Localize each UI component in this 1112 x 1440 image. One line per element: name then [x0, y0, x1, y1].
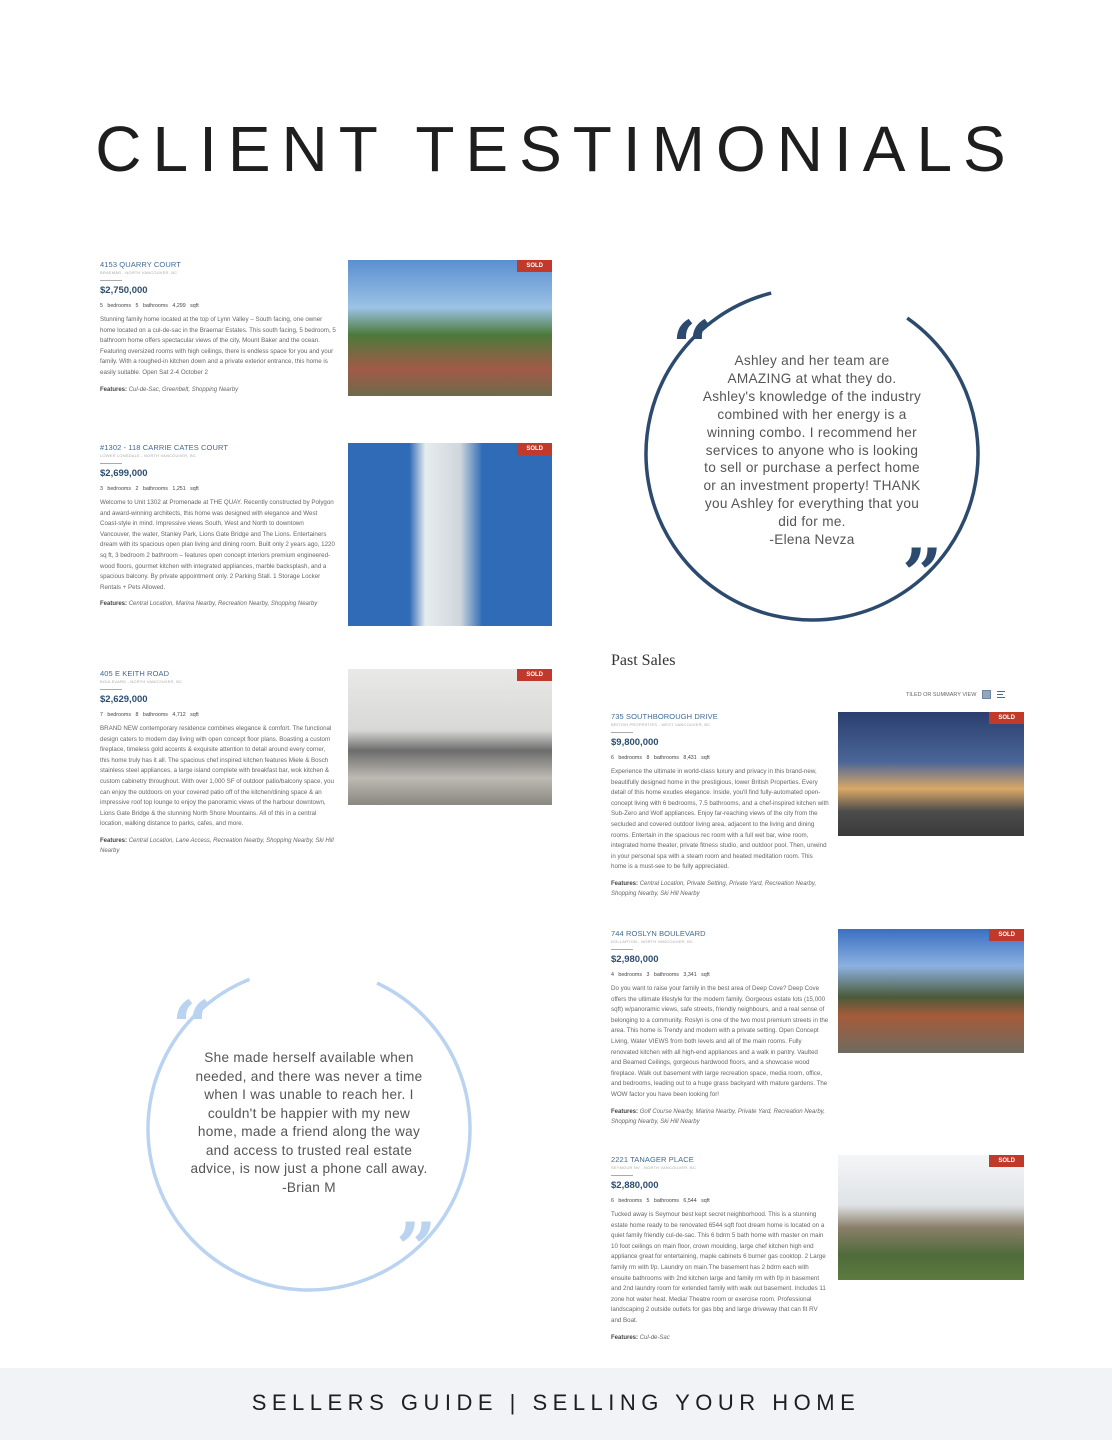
listing-features — [611, 1107, 829, 1127]
listing-photo[interactable] — [838, 712, 1024, 836]
divider — [611, 1175, 633, 1176]
listing-bedrooms: 4 bedrooms — [611, 972, 642, 978]
listing-stats — [100, 486, 336, 492]
sold-badge: SOLD — [989, 1155, 1024, 1167]
listing-area: BRITISH PROPERTIES - WEST VANCOUVER, BC — [611, 722, 711, 727]
features-list: Golf Course Nearby, Marina Nearby, Private Yard, Recreation Nearby, Shopping Nearby, Ski Hill Nearby — [611, 1108, 825, 1125]
sold-badge: SOLD — [989, 929, 1024, 941]
listing-photo[interactable] — [838, 1155, 1024, 1280]
listing-bathrooms: 5 bathrooms — [646, 1198, 679, 1204]
footer-text: SELLERS GUIDE | SELLING YOUR HOME — [251, 1390, 861, 1415]
listing-details — [100, 669, 336, 856]
listing-features — [100, 836, 336, 856]
summary-view-icon[interactable] — [997, 691, 1005, 698]
sold-badge: SOLD — [517, 669, 552, 681]
features-label: Features: — [611, 1334, 639, 1341]
listing-description: Experience the ultimate in world-class luxury and privacy in this brand-new, beautifully designed home in the prestigious, lower British Properties. Every detail of this home exudes elegance. Inside, you'll find fully-automated open-concept living with 6 bedrooms, 7.5 bathrooms, and a chef-inspired kitchen with Sub-Zero and Wolf appliances. Enjoy far-reaching views of the city from the secluded and covered outdoor living area, adjacent to the living and dining rooms. Entertain in the spacious rec room with a full wet bar, wine room, integrated home theater, private fitness studio, and outdoor pool. Then, unwind in your personal spa with a steam room and heated meditation room. This home is a must-see to be fully appreciated. — [611, 768, 829, 871]
listing-address[interactable]: 735 SOUTHBOROUGH DRIVE — [611, 712, 718, 721]
listing-bedrooms: 6 bedrooms — [611, 1198, 642, 1204]
listing-bedrooms: 7 bedrooms — [100, 712, 131, 718]
open-quote-icon: “ — [172, 985, 213, 1068]
listing-features — [100, 599, 336, 609]
listing-photo[interactable] — [348, 260, 552, 396]
listing-address[interactable]: 405 E KEITH ROAD — [100, 669, 170, 678]
listing-price: $2,880,000 — [611, 1180, 659, 1191]
listing-bathrooms: 5 bathrooms — [135, 303, 168, 309]
listing-address[interactable]: 744 ROSLYN BOULEVARD — [611, 929, 706, 938]
features-label: Features: — [100, 837, 128, 844]
sold-badge: SOLD — [989, 712, 1024, 724]
sold-badge: SOLD — [517, 260, 552, 272]
listing-description: Welcome to Unit 1302 at Promenade at THE QUAY. Recently constructed by Polygon and award-winning architects, this home was designed with elegance and West Coast-style in mind. Impressive views South, West and North to downtown Vancouver, the water, Stanley Park, Lions Gate Bridge and The Lions. Entertainers dream with its spacious open plan living and dining room. Built only 2 years ago, 1220 sq ft, 3 bedroom 2 bathroom – features open concept interiors premium engineered-wood floors, gourmet kitchen with integrated appliances, marble backsplash, and a spacious balcony. By private appointment only. 2 Parking Stall. 1 Storage Locker Rentals + Pets Allowed. — [100, 499, 335, 591]
features-label: Features: — [611, 880, 639, 887]
listing-sqft: 8,431 sqft — [683, 755, 710, 761]
divider — [100, 463, 122, 464]
listing-description: Stunning family home located at the top of Lynn Valley – South facing, one owner home located on a cul-de-sac in the Braemar Estates. This south facing, 5 bedroom, 5 bathroom home offers spectacular views of the city, Mount Baker and the ocean. Featuring oversized rooms with high ceilings, there is endless space for you and your family. With a roughed-in kitchen down and a private exterior entrance, this home is easily suitable. Open Sat 2-4 October 2 — [100, 316, 336, 376]
listing-area: BRAEMAR - NORTH VANCOUVER, BC — [100, 270, 178, 275]
listing-stats — [100, 303, 336, 309]
listing-features — [611, 1333, 829, 1343]
listing-stats — [100, 712, 336, 718]
listing-photo[interactable] — [348, 443, 552, 626]
view-toggle — [906, 690, 1005, 699]
features-label: Features: — [100, 386, 128, 393]
listing-area: BOULEVARD - NORTH VANCOUVER, BC — [100, 679, 183, 684]
divider — [100, 280, 122, 281]
sold-badge: SOLD — [517, 443, 552, 455]
testimonial-quote — [190, 1049, 428, 1197]
divider — [100, 689, 122, 690]
testimonial-quote — [702, 352, 922, 549]
listing-details — [100, 443, 336, 609]
listing-price: $2,629,000 — [100, 694, 148, 705]
testimonial-text: Ashley and her team are AMAZING at what they do. Ashley's knowledge of the industry combined with her energy is a winning combo. I recommend her services to anyone who is looking to sell or purchase a perfect home or an investment property! THANK you Ashley for everything that you did for me. — [702, 353, 922, 530]
listing-address[interactable]: 2221 TANAGER PLACE — [611, 1155, 694, 1164]
listing-features — [100, 385, 336, 395]
listing-sqft: 4,299 sqft — [172, 303, 199, 309]
listing-sqft: 4,712 sqft — [172, 712, 199, 718]
listing-photo[interactable] — [348, 669, 552, 805]
listing-price: $2,699,000 — [100, 468, 148, 479]
listing-stats — [611, 1198, 829, 1204]
listing-bedrooms: 3 bedrooms — [100, 486, 131, 492]
testimonial-author: -Brian M — [282, 1179, 336, 1195]
listing-features — [611, 879, 829, 899]
page-title: CLIENT TESTIMONIALS — [95, 113, 1017, 185]
testimonial-text: She made herself available when needed, and there was never a time when I was unable to reach her. I couldn't be happier with my new home, made a friend along the way and access to trusted real estate advice, is now just a phone call away. — [190, 1050, 428, 1176]
divider — [611, 732, 633, 733]
listing-bathrooms: 3 bathrooms — [646, 972, 679, 978]
listing-bathrooms: 8 bathrooms — [646, 755, 679, 761]
listing-sqft: 1,251 sqft — [172, 486, 199, 492]
testimonial-author: -Elena Nevza — [769, 532, 855, 548]
divider — [611, 949, 633, 950]
features-list: Cul-de-Sac — [639, 1334, 670, 1341]
listing-description: Tucked away is Seymour best kept secret neighborhood. This is a stunning estate home ready to be renovated 6544 sqft foot dream home is located on a quiet family friendly cul-de-sac. This 6 bdrm 5 bath home with master on main 10 foot ceilings on main floor, crown moulding, large chef kitchen high end appliance great for entertaining, maple cabinets 6 burner gas cooktop. 2 Large family rm with f/p. Laundry on main.The basement has 2 bdrm each with ensuite bathrooms with 2nd kitchen large and family rm with f/p in basement and 2nd laundry room for extended family with walk out basement. Includes 11 zone hot water heat. Media/ Theatre room or exercise room. Professional landscaping 2 outside outlets for gas bbq and large driveway that can fit RV and Boat. — [611, 1211, 826, 1324]
tiled-view-icon[interactable] — [982, 690, 991, 699]
listing-address[interactable]: 4153 QUARRY COURT — [100, 260, 181, 269]
listing-area: SEYMOUR NV - NORTH VANCOUVER, BC — [611, 1165, 696, 1170]
listing-details — [100, 260, 336, 395]
listing-stats — [611, 755, 829, 761]
features-list: Central Location, Marina Nearby, Recreation Nearby, Shopping Nearby — [128, 601, 318, 608]
listing-stats — [611, 972, 829, 978]
close-quote-icon: ” — [902, 533, 943, 616]
footer — [0, 1368, 1112, 1440]
listing-photo[interactable] — [838, 929, 1024, 1053]
view-toggle-label: TILED OR SUMMARY VIEW — [906, 691, 977, 698]
listing-sqft: 6,544 sqft — [683, 1198, 710, 1204]
features-list: Central Location, Private Setting, Private Yard, Recreation Nearby, Shopping Nearby, Ski Hill Nearby — [611, 880, 817, 897]
listing-address[interactable]: #1302 - 118 CARRIE CATES COURT — [100, 443, 229, 452]
close-quote-icon: ” — [396, 1207, 437, 1290]
listing-price: $2,980,000 — [611, 954, 659, 965]
listing-details — [611, 1155, 829, 1343]
features-list: Central Location, Lane Access, Recreation Nearby, Shopping Nearby, Ski Hill Nearby — [100, 837, 334, 854]
listing-description: BRAND NEW contemporary residence combines elegance & comfort. The functional design caters to modern day living with open concept floor plans. Boasting a custom fireplace, timeless gold accents & exquisite attention to detail around every corner, this home truly has it all. The spacious chef inspired kitchen features Miele & Bosch stainless steel appliances, a large island complete with breakfast bar, wok kitchen & custom cabinetry throughout. With over 1,000 SF of outdoor patio/balcony space, you can enjoy the outdoors on your covered patio off of the kitchen/dining space & an impressive roof top lounge to enjoy the panoramic views of the harbour downtown, Lions Gate Bridge & the stunning North Shore Mountains. All of this in a central location, walking distance to parks, cafes, and more. — [100, 725, 334, 828]
listing-bathrooms: 8 bathrooms — [135, 712, 168, 718]
features-label: Features: — [100, 601, 128, 608]
listing-price: $9,800,000 — [611, 737, 659, 748]
past-sales-heading: Past Sales — [611, 652, 676, 669]
listing-price: $2,750,000 — [100, 285, 148, 296]
listing-bathrooms: 2 bathrooms — [135, 486, 168, 492]
listing-details — [611, 712, 829, 899]
listing-bedrooms: 5 bedrooms — [100, 303, 131, 309]
listing-description: Do you want to raise your family in the best area of Deep Cove? Deep Cove offers the ultimate lifestyle for the modern family. Gorgeous estate lots (15,000 sqft) w/panoramic views, safe streets, friendly neighbours, and a real sense of belonging to a community. Roslyn is one of the two most premium streets in the area. This home is Trendy and modern with a private setting. Open Concept Living, Water VIEWS from both levels and all of the main rooms. Fully renovated kitchen with all high-end appliances and a walk in pantry. Vaulted and Beamed Ceilings, gorgeous hardwood floors, and a showcase wood fireplace. Walk out basement with large recreation space, media room, office, and bedrooms, leading out to a huge grass backyard with mature gardens. The WOW factor you have been looking for! — [611, 985, 829, 1098]
listing-area: LOWER LONSDALE - NORTH VANCOUVER, BC — [100, 453, 196, 458]
features-list: Cul-de-Sac, Greenbelt, Shopping Nearby — [128, 386, 239, 393]
open-quote-icon: “ — [672, 305, 713, 388]
listing-bedrooms: 6 bedrooms — [611, 755, 642, 761]
listing-sqft: 3,341 sqft — [683, 972, 710, 978]
listing-area: DOLLARTON - NORTH VANCOUVER, BC — [611, 939, 694, 944]
features-label: Features: — [611, 1108, 639, 1115]
listing-details — [611, 929, 829, 1127]
